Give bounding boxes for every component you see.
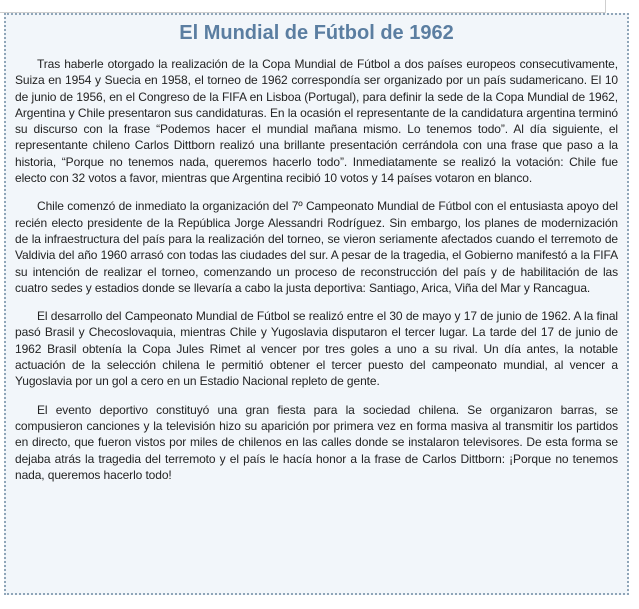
side-rule: [605, 0, 606, 12]
article-paragraph-4: El evento deportivo constituyó una gran fiesta para la sociedad chilena. Se organizaron barras, se compusieron canciones y la televisión hizo su aparición por primera vez en forma masiva al transmitir los partidos en directo, que fueron vistos por miles de chilenos en las calles donde se instalaron televisores. De esta forma se dejaba atrás la tragedia del terremoto y el país le hacía honor a la frase de Carlos Dittborn: ¡Porque no tenemos nada, queremos hacerlo todo!: [15, 402, 618, 482]
article-box: [4, 13, 629, 595]
article-paragraph-1: Tras haberle otorgado la realización de la Copa Mundial de Fútbol a dos países europeos consecutivamente, Suiza en 1954 y Suecia en 1958, el torneo de 1962 correspondía ser organizado por un país sudamericano. El 10 de junio de 1956, en el Congreso de la FIFA en Lisboa (Portugal), para definir la sede de la Copa Mundial de 1962, Argentina y Chile presentaron sus candidaturas. En la ocasión el representante de la candidatura argentina terminó su discurso con la frase “Podemos hacer el mundial mañana mismo. Lo tenemos todo”. Al día siguiente, el representante chileno Carlos Dittborn realizó una brillante presentación cerrándola con una frase que paso a la historia, “Porque no tenemos nada, queremos hacerlo todo”. Inmediatamente se realizó la votación: Chile fue electo con 32 votos a favor, mientras que Argentina recibió 10 votos y 14 países votaron en blanco.: [15, 57, 618, 186]
article-paragraph-2: Chile comenzó de inmediato la organización del 7º Campeonato Mundial de Fútbol con el entusiasta apoyo del recién electo presidente de la República Jorge Alessandri Rodríguez. Sin embargo, los planes de modernización de la infraestructura del país para la realización del torneo, se vieron seriamente afectados cuando el terremoto de Valdivia del año 1960 arrasó con todas las ciudades del sur. A pesar de la tragedia, el Gobierno manifestó a la FIFA su intención de realizar el torneo, comenzando un proceso de reconstrucción del país y de habilitación de las cuatro sedes y estadios donde se llevaría a cabo la justa deportiva: Santiago, Arica, Viña del Mar y Rancagua.: [15, 199, 618, 295]
article-paragraph-3: El desarrollo del Campeonato Mundial de Fútbol se realizó entre el 30 de mayo y 17 de junio de 1962. A la final pasó Brasil y Checoslovaquia, mientras Chile y Yugoslavia disputaron el tercer lugar. La tarde del 17 de junio de 1962 Brasil obtenía la Copa Jules Rimet al vencer por tres goles a uno a su rival. Un día antes, la notable actuación de la selección chilena le permitió obtener el tercer puesto del campeonato mundial, al vencer a Yugoslavia por un gol a cero en un Estadio Nacional repleto de gente.: [15, 309, 618, 389]
article-title: El Mundial de Fútbol de 1962: [179, 22, 454, 44]
